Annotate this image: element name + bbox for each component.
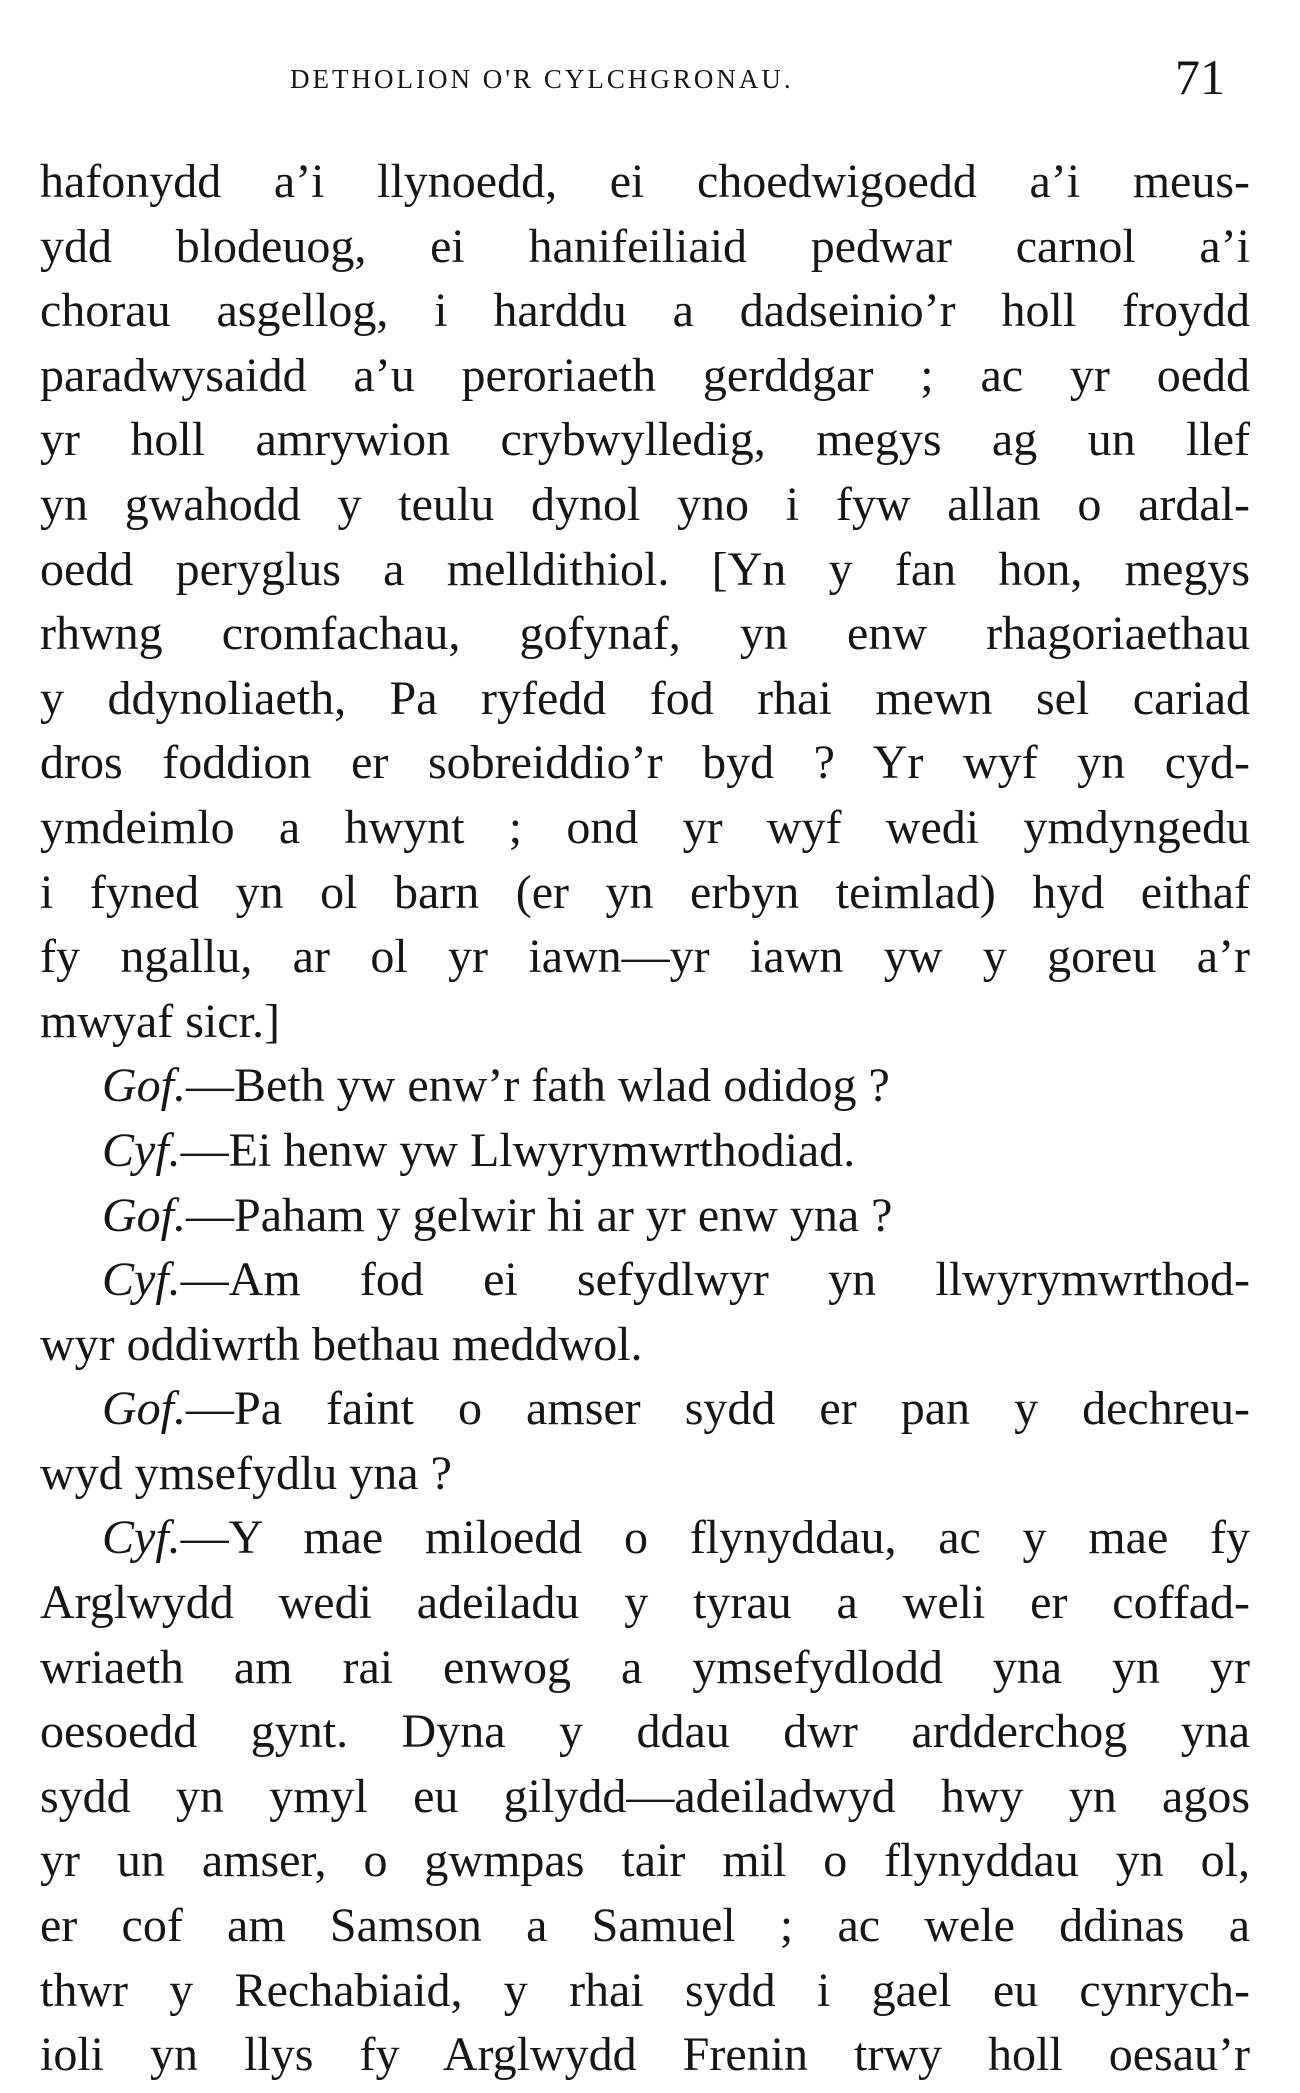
line-text: ydd blodeuog, ei hanifeiliaid pedwar carnol a’i [40, 219, 1250, 273]
line-text: yr un amser, o gwmpas tair mil o flynyddau yn ol, [40, 1834, 1250, 1888]
text-line [40, 279, 1250, 344]
line-text: mwyaf sicr.] [40, 994, 280, 1048]
line-text: paradwysaidd a’u peroriaeth gerddgar ; ac yr oedd [40, 348, 1250, 402]
text-line [40, 150, 1250, 215]
text-line [40, 1442, 1250, 1507]
line-text: thwr y Rechabiaid, y rhai sydd i gael eu cynrych- [40, 1963, 1250, 2017]
line-text: sydd yn ymyl eu gilydd—adeiladwyd hwy yn agos [40, 1769, 1250, 1823]
text-line [40, 990, 1250, 1055]
text-line [40, 538, 1250, 603]
line-text: Arglwydd wedi adeiladu y tyrau a weli er coffad- [40, 1576, 1250, 1630]
line-text: y ddynoliaeth, Pa ryfedd fod rhai mewn sel cariad [40, 671, 1250, 725]
text-line [40, 1765, 1250, 1830]
running-head [0, 48, 1300, 108]
text-line [40, 1894, 1250, 1959]
text-line [40, 1571, 1250, 1636]
line-text: i fyned yn ol barn (er yn erbyn teimlad) hyd eithaf [40, 865, 1250, 919]
dialogue-line [40, 1119, 1250, 1184]
line-text: dros foddion er sobreiddio’r byd ? Yr wyf yn cyd- [40, 736, 1250, 790]
line-text: —Paham y gelwir hi ar yr enw yna ? [186, 1188, 893, 1242]
line-text: wyr oddiwrth bethau meddwol. [40, 1317, 643, 1371]
line-text: —Y mae miloedd o flynyddau, ac y mae fy [180, 1511, 1250, 1565]
line-text: —Am fod ei sefydlwyr yn llwyrymwrthod- [180, 1253, 1250, 1307]
dialogue-line [40, 1248, 1250, 1313]
line-text: wyd ymsefydlu yna ? [40, 1446, 452, 1500]
text-line [40, 344, 1250, 409]
line-text: chorau asgellog, i harddu a dadseinio’r holl froydd [40, 284, 1250, 338]
text-line [40, 1959, 1250, 2024]
speaker-label: Gof. [102, 1188, 186, 1242]
page-number: 71 [1175, 49, 1225, 105]
text-line [40, 602, 1250, 667]
text-line [40, 1700, 1250, 1765]
text-line [40, 667, 1250, 732]
line-text: ioli yn llys fy Arglwydd Frenin trwy holl oesau’r [40, 2028, 1250, 2082]
speaker-label: Gof. [102, 1382, 186, 1436]
dialogue-line [40, 1054, 1250, 1119]
line-text: —Pa faint o amser sydd er pan y dechreu- [186, 1382, 1250, 1436]
dialogue-line [40, 1377, 1250, 1442]
text-line [40, 731, 1250, 796]
line-text: —Beth yw enw’r fath wlad odidog ? [186, 1059, 890, 1113]
text-line [40, 796, 1250, 861]
text-line [40, 408, 1250, 473]
line-text: yn gwahodd y teulu dynol yno i fyw allan o ardal- [40, 477, 1250, 531]
text-line [40, 1829, 1250, 1894]
line-text: er cof am Samson a Samuel ; ac wele ddinas a [40, 1899, 1250, 1953]
text-line [40, 2023, 1250, 2088]
line-text: fy ngallu, ar ol yr iawn—yr iawn yw y goreu a’r [40, 930, 1250, 984]
line-text: yr holl amrywion crybwylledig, megys ag un llef [40, 413, 1250, 467]
line-text: oedd peryglus a melldithiol. [Yn y fan hon, megys [40, 542, 1250, 596]
text-line [40, 861, 1250, 926]
running-title: DETHOLION O'R CYLCHGRONAU. [290, 64, 794, 94]
body-text [40, 150, 1250, 2088]
line-text: hafonydd a’i llynoedd, ei choedwigoedd a’i meus- [40, 155, 1250, 208]
speaker-label: Cyf. [102, 1511, 181, 1565]
speaker-label: Cyf. [102, 1253, 181, 1307]
speaker-label: Cyf. [102, 1123, 181, 1177]
line-text: rhwng cromfachau, gofynaf, yn enw rhagoriaethau [40, 607, 1250, 661]
text-line [40, 1313, 1250, 1378]
line-text: ymdeimlo a hwynt ; ond yr wyf wedi ymdyngedu [40, 800, 1250, 854]
text-line [40, 1636, 1250, 1701]
line-text: wriaeth am rai enwog a ymsefydlodd yna yn yr [40, 1640, 1250, 1694]
dialogue-line [40, 1506, 1250, 1571]
text-line [40, 473, 1250, 538]
dialogue-line [40, 1184, 1250, 1249]
line-text: —Ei henw yw Llwyrymwrthodiad. [180, 1123, 856, 1177]
speaker-label: Gof. [102, 1059, 186, 1113]
line-text: oesoedd gynt. Dyna y ddau dwr ardderchog yna [40, 1705, 1250, 1759]
text-line [40, 925, 1250, 990]
text-line [40, 215, 1250, 280]
